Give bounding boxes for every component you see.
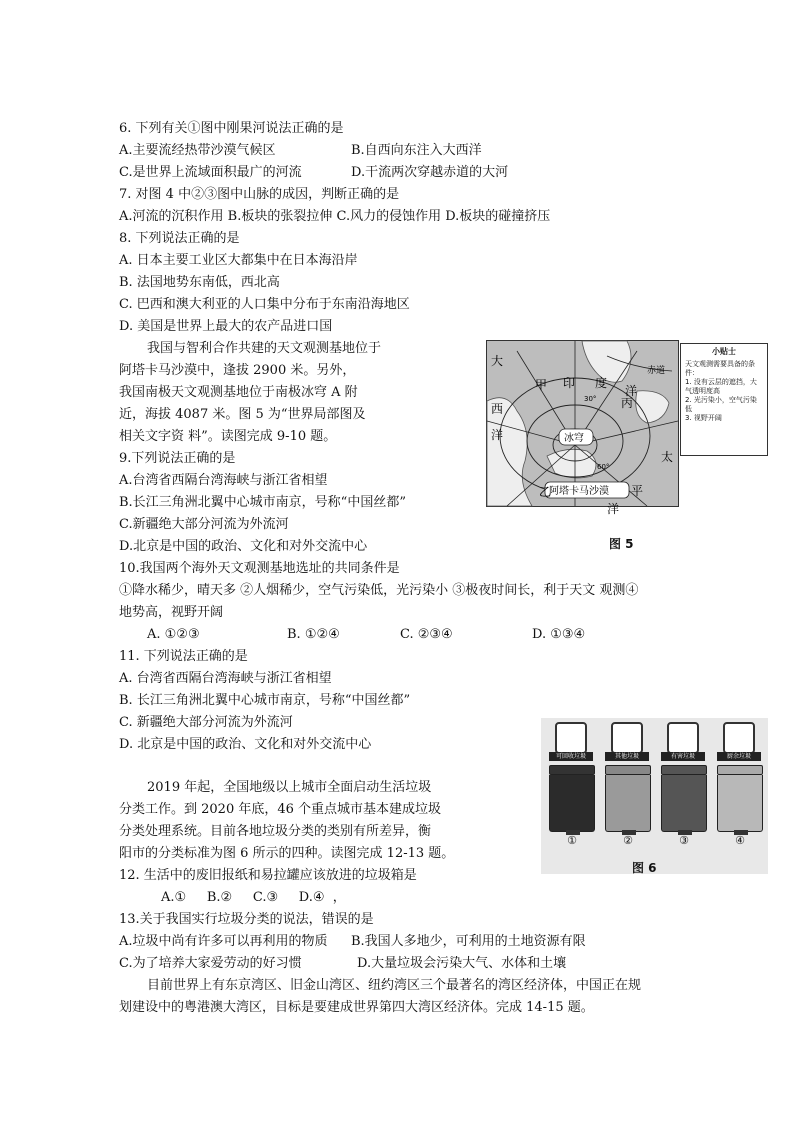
map-label-yang-i: 洋 [625,384,638,398]
q13-stem: 13.关于我国实行垃圾分类的说法，错误的是 [119,912,374,927]
q10-conditions: ①降水稀少，晴天多 ②人烟稀少，空气污染低，光污染小 ③极夜时间长，利于天文 观测④ [119,583,639,598]
q11-stem: 11. 下列说法正确的是 [119,649,248,664]
q12-options: A.① B.② C.③ D.④ ， [161,890,346,905]
figure6-caption: 图 6 [632,861,657,875]
recyclable-symbol [549,722,593,760]
q12-stem: 12. 生活中的废旧报纸和易拉罐应该放进的垃圾箱是 [119,868,417,883]
other-symbol [605,722,649,760]
bin-label-3: 有害垃圾 [661,752,705,761]
bin-number-2: ② [623,834,633,847]
intro5-line3: 我国南极天文观测基地位于南极冰穹 A 附 [119,385,358,400]
map-label-bing: 丙 [621,396,634,410]
figure5-map [486,340,679,516]
q8-option-c: C. 巴西和澳大利亚的人口集中分布于东南沿海地区 [119,297,410,312]
figure5-tip-box [680,343,768,456]
map-label-xi: 西 [491,402,504,416]
map-label-ping: 平 [631,484,644,498]
q11-option-a: A. 台湾省西隔台湾海峡与浙江省相望 [119,671,332,686]
figure5-caption: 图 5 [609,537,634,551]
intro12-line2: 分类工作。到 2020 年底，46 个重点城市基本建成垃圾 [119,802,442,817]
q6-stem: 6. 下列有关①图中刚果河说法正确的是 [119,121,344,136]
map-label-bingqiong: 冰穹 [564,433,584,444]
q13-option-b: B.我国人多地少，可利用的土地资源有限 [351,934,586,949]
intro12-line1: 2019 年起，全国地级以上城市全面启动生活垃圾 [147,780,432,795]
q6-option-d: D.干流两次穿越赤道的大河 [351,165,509,180]
q8-option-b: B. 法国地势东南低，西北高 [119,275,280,290]
bin-number-4: ④ [735,834,745,847]
q6-option-a: A.主要流经热带沙漠气候区 [119,143,276,158]
tip-item-1: 1. 没有云层的遮挡，大气透明度高 [685,378,757,395]
figure6-garbage-bins [541,718,768,874]
q10-option-c: C. ②③④ [400,627,453,642]
q10-stem: 10.我国两个海外天文观测基地选址的共同条件是 [119,561,400,576]
recycle-icon [555,722,587,754]
map-label-lat30: 30° [584,395,597,403]
q10-option-b: B. ①②④ [287,627,340,642]
intro5-line2: 阿塔卡马沙漠中，逢拔 2900 米。另外， [119,363,356,378]
q6-option-c: C.是世界上流域面积最广的河流 [119,165,302,180]
map-label-atacama: 阿塔卡马沙漠 [549,486,609,497]
bin-4 [717,765,763,832]
map-label-da: 大 [491,354,504,368]
bin-number-3: ③ [679,834,689,847]
tip-title: 小贴士 [712,347,736,356]
map-label-yin: 印 [563,376,576,390]
kitchen-waste-icon [723,722,755,754]
hazardous-waste-icon [667,722,699,754]
q10-option-d: D. ①③④ [532,627,586,642]
q11-option-b: B. 长江三角洲北翼中心城市南京，号称“中国丝都” [119,693,411,708]
intro14-line2: 划建设中的粤港澳大湾区，目标是要建成世界第四大湾区经济体。完成 14-15 题。 [119,1000,594,1015]
map-label-yang-p: 洋 [607,502,620,516]
q9-stem: 9.下列说法正确的是 [119,451,236,466]
q8-option-a: A. 日本主要工业区大都集中在日本海沿岸 [119,253,358,268]
tip-item-3: 3. 视野开阔 [685,414,722,422]
hazardous-symbol [661,722,705,760]
bin-1 [549,765,595,832]
intro12-line3: 分类处理系统。目前各地垃圾分类的类别有所差异，衡 [119,824,432,839]
polar-map-svg [487,341,678,516]
q10-conditions-cont: 地势高，视野开阔 [119,605,224,620]
map-label-tai: 太 [661,450,674,464]
q8-option-d: D. 美国是世界上最大的农产品进口国 [119,319,333,334]
q7-options: A.河流的沉积作用 B.板块的张裂拉伸 C.风力的侵蚀作用 D.板块的碰撞挤压 [119,209,551,224]
bin-label-4: 厨余垃圾 [717,752,761,761]
intro5-line5: 相关文字资 料”。读图完成 9-10 题。 [119,429,337,444]
intro12-line4: 阳市的分类标准为图 6 所示的四种。读图完成 12-13 题。 [119,846,455,861]
q11-option-d: D. 北京是中国的政治、文化和对外交流中心 [119,737,372,752]
q7-stem: 7. 对图 4 中②③图中山脉的成因，判断正确的是 [119,187,400,202]
bin-number-1: ① [567,834,577,847]
map-label-chidao: 赤道 [647,366,666,376]
bin-3 [661,765,707,832]
bin-2 [605,765,651,832]
q13-option-d: D.大量垃圾会污染大气、水体和土壤 [357,956,567,971]
map-label-yi: 乙 [539,485,552,499]
q11-option-c: C. 新疆绝大部分河流为外流河 [119,715,293,730]
q9-option-c: C.新疆绝大部分河流为外流河 [119,517,289,532]
q10-option-a: A. ①②③ [147,627,200,642]
map-label-jia: 甲 [535,378,548,392]
other-waste-icon [611,722,643,754]
bin-label-2: 其他垃圾 [605,752,649,761]
q13-option-c: C.为了培养大家爱劳动的好习惯 [119,956,302,971]
q13-option-a: A.垃圾中尚有许多可以再利用的物质 [119,934,328,949]
bin-label-1: 可回收垃圾 [549,752,593,761]
intro14-line1: 目前世界上有东京湾区、旧金山湾区、纽约湾区三个最著名的湾区经济体，中国正在规 [147,978,642,993]
intro5-line1: 我国与智利合作共建的天文观测基地位于 [147,341,382,356]
map-label-lat60: 60° [597,463,610,471]
q6-option-b: B.自西向东注入大西洋 [351,143,482,158]
tip-item-2: 2. 光污染小，空气污染低 [685,396,757,413]
kitchen-symbol [717,722,761,760]
tip-body: 天文观测需要具备的条件： [685,360,755,377]
intro5-line4: 近，海拔 4087 米。图 5 为“世界局部图及 [119,407,366,422]
q9-option-b: B.长江三角洲北翼中心城市南京，号称“中国丝都” [119,495,406,510]
map-label-du: 度 [595,376,608,390]
q8-stem: 8. 下列说法正确的是 [119,231,240,246]
map-label-yang-w: 洋 [491,428,504,442]
australia-land [636,391,669,423]
q9-option-d: D.北京是中国的政治、文化和对外交流中心 [119,539,368,554]
q9-option-a: A.台湾省西隔台湾海峡与浙江省相望 [119,473,328,488]
